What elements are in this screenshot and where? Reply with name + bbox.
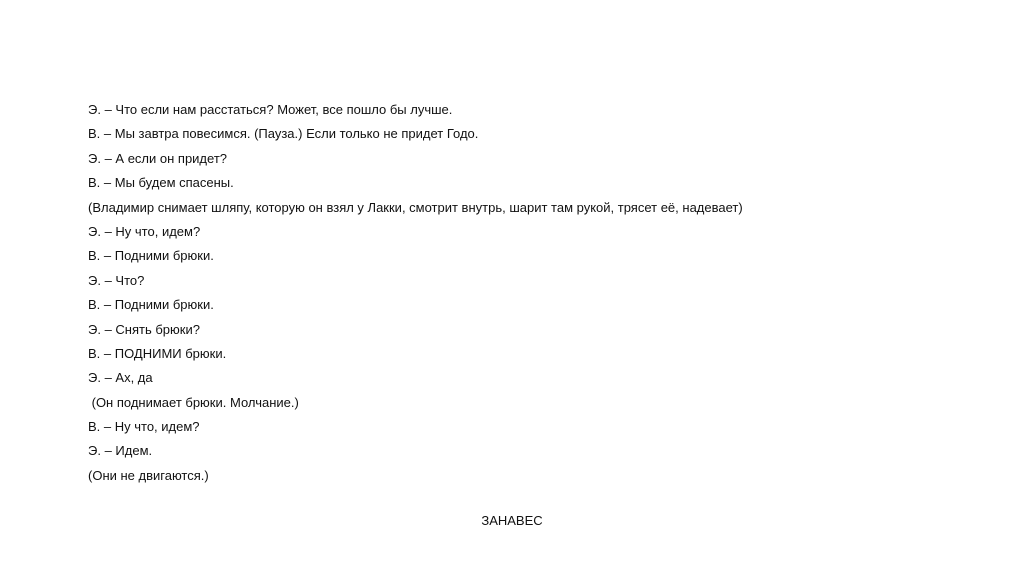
dialogue-line: В. – Ну что, идем? <box>88 419 200 435</box>
dialogue-line: Э. – А если он придет? <box>88 150 228 166</box>
stage-direction: (Владимир снимает шляпу, которую он взял у Лакки, смотрит внутрь, шарит там рукой, трясет её, надевает) <box>88 199 743 215</box>
dialogue-line: Э. – Идем. <box>88 443 153 459</box>
dialogue-line: Э. – Что? <box>88 272 145 288</box>
dialogue-line: Э. – Ну что, идем? <box>88 223 201 239</box>
dialogue-line: В. – Подними брюки. <box>88 248 214 264</box>
dialogue-line: В. – Подними брюки. <box>88 297 214 313</box>
dialogue-line: В. – ПОДНИМИ брюки. <box>88 345 227 361</box>
dialogue-line: Э. – Ах, да <box>88 370 153 386</box>
dialogue-text <box>88 98 968 488</box>
curtain-heading: ЗАНАВЕС <box>481 513 543 528</box>
stage-direction: (Он поднимает брюки. Молчание.) <box>88 394 299 410</box>
dialogue-line: В. – Мы будем спасены. <box>88 175 234 191</box>
dialogue-line: Э. – Снять брюки? <box>88 321 200 337</box>
dialogue-line: Э. – Что если нам расстаться? Может, все пошло бы лучше. <box>88 102 453 117</box>
dialogue-line: В. – Мы завтра повесимся. (Пауза.) Если только не придет Годо. <box>88 126 479 142</box>
stage-direction: (Они не двигаются.) <box>88 467 209 483</box>
